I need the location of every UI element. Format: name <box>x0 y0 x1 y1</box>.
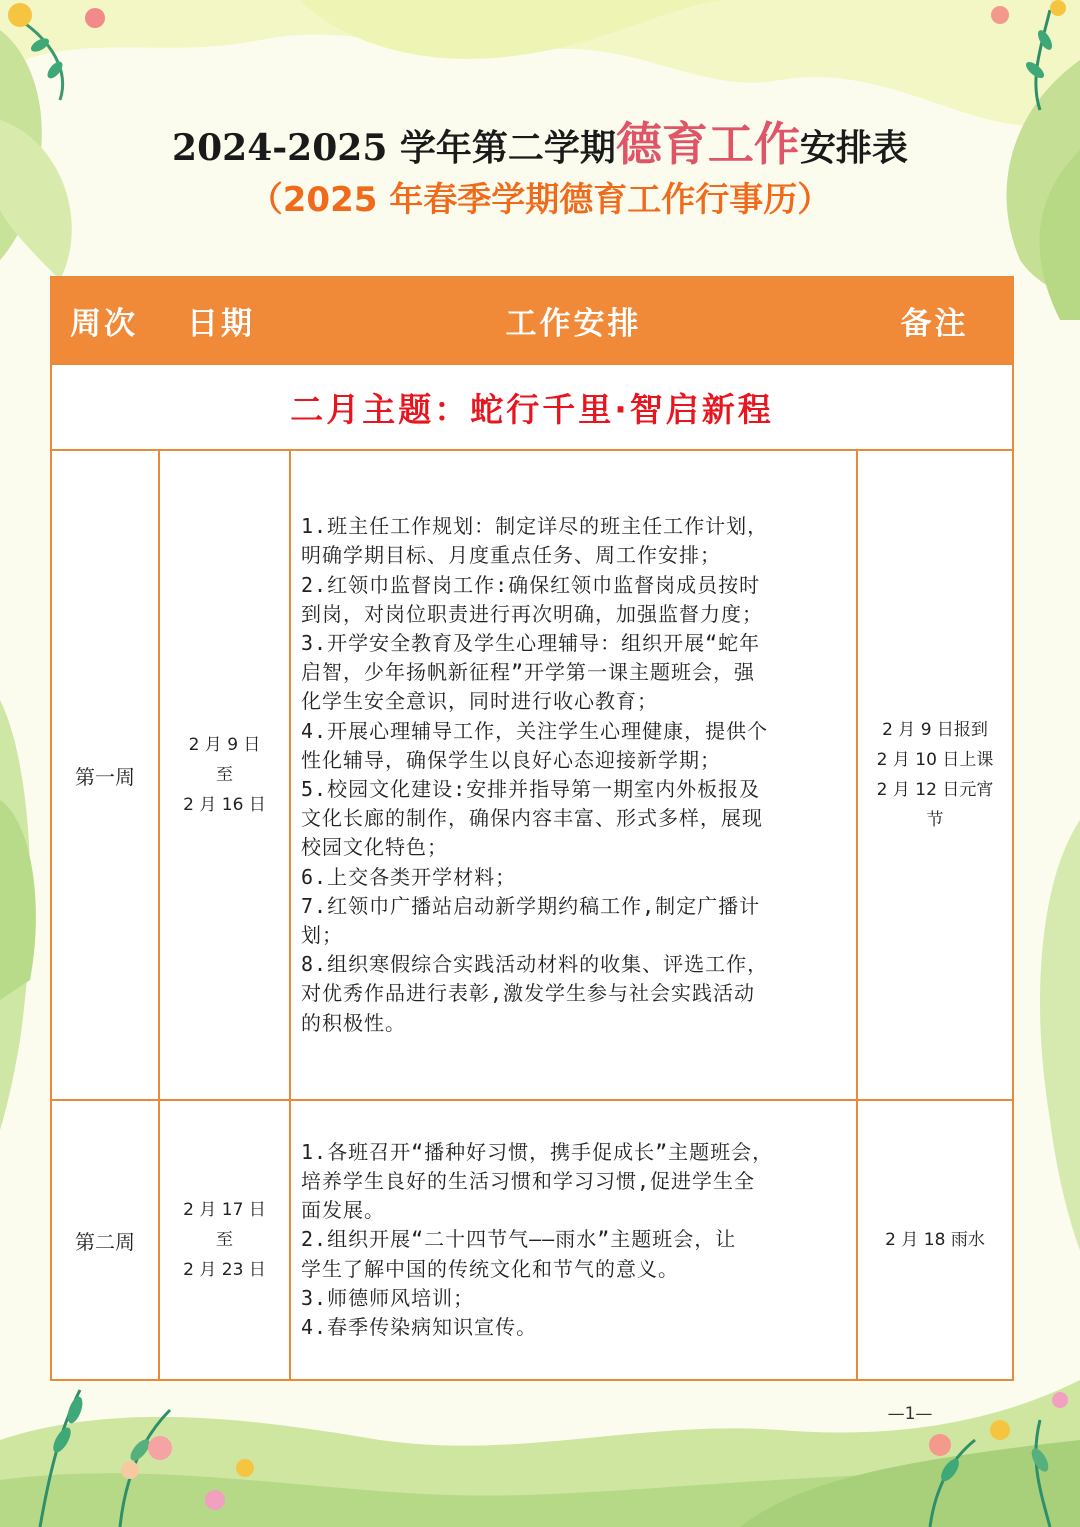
header-work: 工作安排 <box>290 277 857 364</box>
work-line: 3.师德师风培训； <box>301 1285 475 1310</box>
date-line: 2 月 17 日 <box>183 1200 266 1220</box>
work-line: 明确学期目标、月度重点任务、周工作安排； <box>301 543 721 568</box>
work-line: 4.开展心理辅导工作，关注学生心理健康，提供个 <box>301 718 769 743</box>
work-line: 性化辅导，确保学生以良好心态迎接新学期； <box>301 747 721 772</box>
table-row <box>51 1100 1013 1380</box>
work-cell <box>290 1100 857 1380</box>
date-cell <box>159 450 290 1100</box>
note-line: 2 月 12 日元宵 <box>876 780 994 800</box>
document-subtitle: （2025 年春季学期德育工作行事历） <box>248 180 832 220</box>
work-line: 对优秀作品进行表彰,激发学生参与社会实践活动 <box>301 981 756 1006</box>
work-line: 培养学生良好的生活习惯和学习习惯,促进学生全 <box>301 1168 756 1193</box>
work-line: 启智，少年扬帆新征程”开学第一课主题班会，强 <box>301 660 756 685</box>
work-line: 1.各班召开“播种好习惯，携手促成长”主题班会， <box>301 1139 774 1164</box>
work-line: 学生了解中国的传统文化和节气的意义。 <box>301 1256 679 1281</box>
work-line: 1.班主任工作规划：制定详尽的班主任工作计划， <box>301 514 769 539</box>
theme-row <box>51 364 1013 450</box>
header-date: 日期 <box>159 277 290 364</box>
page-number: —1— <box>887 1404 933 1424</box>
date-line: 2 月 16 日 <box>183 795 266 815</box>
note-line: 2 月 18 雨水 <box>885 1230 985 1250</box>
work-line: 6.上交各类开学材料； <box>301 864 517 889</box>
schedule-table <box>50 276 1014 1381</box>
week-cell: 第二周 <box>51 1100 159 1380</box>
note-cell <box>857 450 1013 1100</box>
month-theme: 二月主题：蛇行千里·智启新程 <box>51 364 1013 450</box>
header-week: 周次 <box>51 277 159 364</box>
title-part1: 2024-2025 学年第二学期 <box>172 127 616 169</box>
note-cell <box>857 1100 1013 1380</box>
document-title <box>0 108 1080 174</box>
work-line: 到岗，对岗位职责进行再次明确，加强监督力度； <box>301 601 763 626</box>
work-line: 面发展。 <box>301 1198 385 1223</box>
work-line: 7.红领巾广播站启动新学期约稿工作,制定广播计 <box>301 893 761 918</box>
work-line: 2.红领巾监督岗工作:确保红领巾监督岗成员按时 <box>301 572 761 597</box>
date-line: 2 月 23 日 <box>183 1260 266 1280</box>
work-line: 3.开学安全教育及学生心理辅导：组织开展“蛇年 <box>301 630 761 655</box>
header-note: 备注 <box>857 277 1013 364</box>
work-line: 划； <box>301 923 343 948</box>
work-line: 4.春季传染病知识宣传。 <box>301 1315 538 1339</box>
work-line: 校园文化特色； <box>301 835 448 860</box>
date-cell <box>159 1100 290 1380</box>
date-line: 至 <box>216 1230 233 1250</box>
work-line: 2.组织开展“二十四节气——雨水”主题班会，让 <box>301 1227 737 1252</box>
work-line: 文化长廊的制作，确保内容丰富、形式多样，展现 <box>301 806 763 831</box>
table-header-row <box>51 277 1013 364</box>
work-line: 8.组织寒假综合实践活动材料的收集、评选工作， <box>301 952 769 977</box>
note-line: 2 月 9 日报到 <box>882 720 988 740</box>
date-line: 至 <box>216 765 233 785</box>
work-line: 5.校园文化建设:安排并指导第一期室内外板报及 <box>301 777 761 801</box>
work-line: 化学生安全意识，同时进行收心教育； <box>301 689 658 714</box>
title-highlight: 德育工作 <box>615 117 800 171</box>
week-cell: 第一周 <box>51 450 159 1100</box>
work-line: 的积极性。 <box>301 1010 406 1035</box>
note-line: 2 月 10 日上课 <box>876 750 994 770</box>
table-row <box>51 450 1013 1100</box>
note-line: 节 <box>926 810 944 830</box>
date-line: 2 月 9 日 <box>188 735 261 755</box>
title-part2: 安排表 <box>799 127 908 169</box>
work-cell <box>290 450 857 1100</box>
